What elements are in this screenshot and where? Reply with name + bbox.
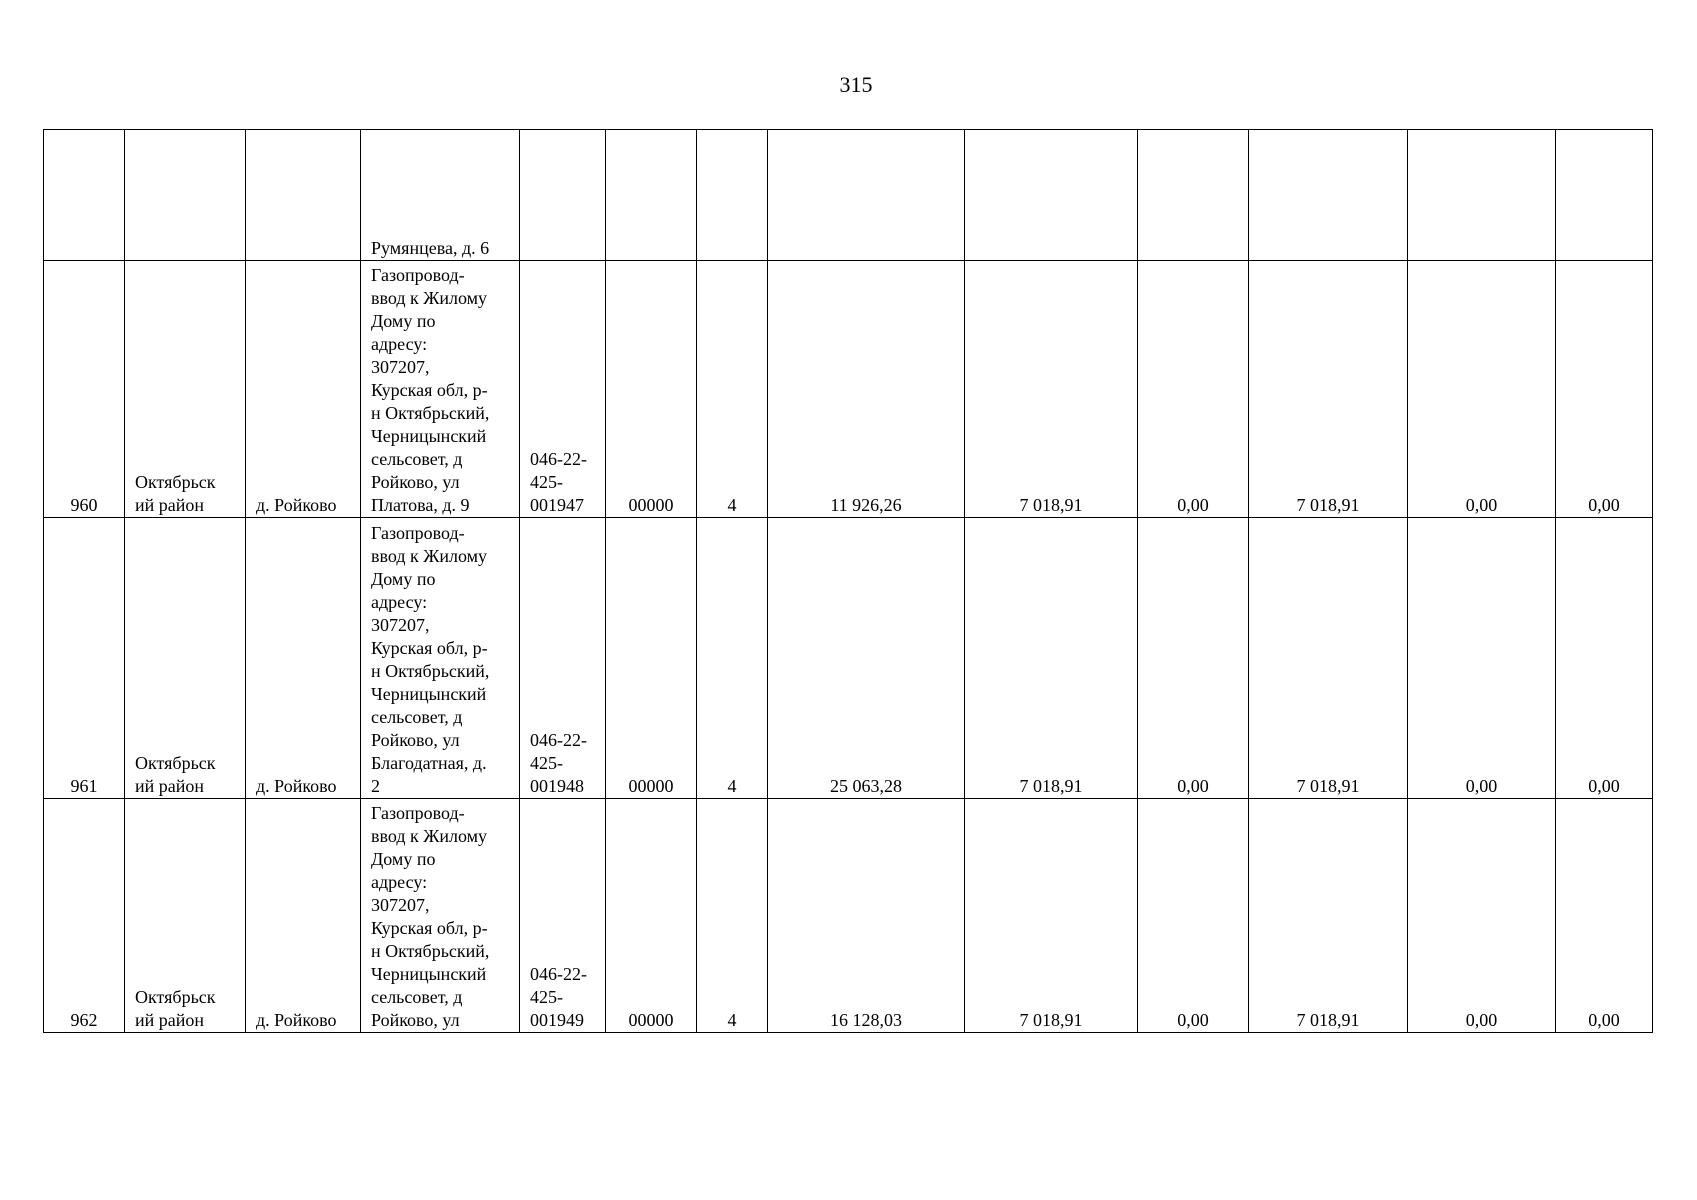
value-cell: 7 018,91 xyxy=(965,799,1138,1033)
settlement-cell xyxy=(246,130,361,261)
value-cell xyxy=(606,130,697,261)
value-cell: 11 926,26 xyxy=(768,261,965,518)
value-cell xyxy=(1556,130,1653,261)
registry-table xyxy=(43,129,1653,1033)
value-cell: 00000 xyxy=(606,518,697,799)
value-cell: 0,00 xyxy=(1138,518,1249,799)
district-cell: Октябрьск ий район xyxy=(125,799,246,1033)
settlement-cell: д. Ройково xyxy=(246,261,361,518)
value-cell: 00000 xyxy=(606,799,697,1033)
value-cell: 00000 xyxy=(606,261,697,518)
value-cell: 4 xyxy=(697,518,768,799)
value-cell: 7 018,91 xyxy=(1249,799,1408,1033)
table-row xyxy=(44,799,1653,1033)
address-cell: Газопровод- ввод к Жилому Дому по адресу: 307207, Курская обл, р- н Октябрьский, Черницынский сельсовет, д Ройково, ул xyxy=(361,799,520,1033)
value-cell: 0,00 xyxy=(1138,799,1249,1033)
value-cell: 7 018,91 xyxy=(965,518,1138,799)
code-cell: 046-22- 425- 001948 xyxy=(520,518,606,799)
address-cell: Газопровод- ввод к Жилому Дому по адресу: 307207, Курская обл, р- н Октябрьский, Черницынский сельсовет, д Ройково, ул Платова, д. 9 xyxy=(361,261,520,518)
value-cell: 7 018,91 xyxy=(1249,518,1408,799)
district-cell: Октябрьск ий район xyxy=(125,261,246,518)
district-cell: Октябрьск ий район xyxy=(125,518,246,799)
code-cell: 046-22- 425- 001949 xyxy=(520,799,606,1033)
value-cell: 0,00 xyxy=(1408,518,1556,799)
value-cell: 0,00 xyxy=(1408,799,1556,1033)
value-cell: 0,00 xyxy=(1556,261,1653,518)
value-cell xyxy=(965,130,1138,261)
value-cell: 0,00 xyxy=(1556,518,1653,799)
row-number-cell xyxy=(44,130,125,261)
settlement-cell: д. Ройково xyxy=(246,518,361,799)
value-cell: 25 063,28 xyxy=(768,518,965,799)
value-cell: 0,00 xyxy=(1138,261,1249,518)
value-cell xyxy=(1408,130,1556,261)
page-number: 315 xyxy=(839,72,873,97)
value-cell: 7 018,91 xyxy=(965,261,1138,518)
row-number-cell: 961 xyxy=(44,518,125,799)
value-cell xyxy=(768,130,965,261)
table-row xyxy=(44,130,1653,261)
table-row xyxy=(44,518,1653,799)
value-cell: 4 xyxy=(697,261,768,518)
value-cell xyxy=(1249,130,1408,261)
row-number-cell: 960 xyxy=(44,261,125,518)
settlement-cell: д. Ройково xyxy=(246,799,361,1033)
district-cell xyxy=(125,130,246,261)
value-cell: 4 xyxy=(697,799,768,1033)
value-cell xyxy=(697,130,768,261)
code-cell: 046-22- 425- 001947 xyxy=(520,261,606,518)
table-row xyxy=(44,261,1653,518)
address-cell: Газопровод- ввод к Жилому Дому по адресу: 307207, Курская обл, р- н Октябрьский, Черницынский сельсовет, д Ройково, ул Благодатная, д. 2 xyxy=(361,518,520,799)
value-cell: 0,00 xyxy=(1408,261,1556,518)
row-number-cell: 962 xyxy=(44,799,125,1033)
value-cell: 7 018,91 xyxy=(1249,261,1408,518)
address-cell: Румянцева, д. 6 xyxy=(361,130,520,261)
value-cell xyxy=(1138,130,1249,261)
code-cell xyxy=(520,130,606,261)
value-cell: 0,00 xyxy=(1556,799,1653,1033)
value-cell: 16 128,03 xyxy=(768,799,965,1033)
